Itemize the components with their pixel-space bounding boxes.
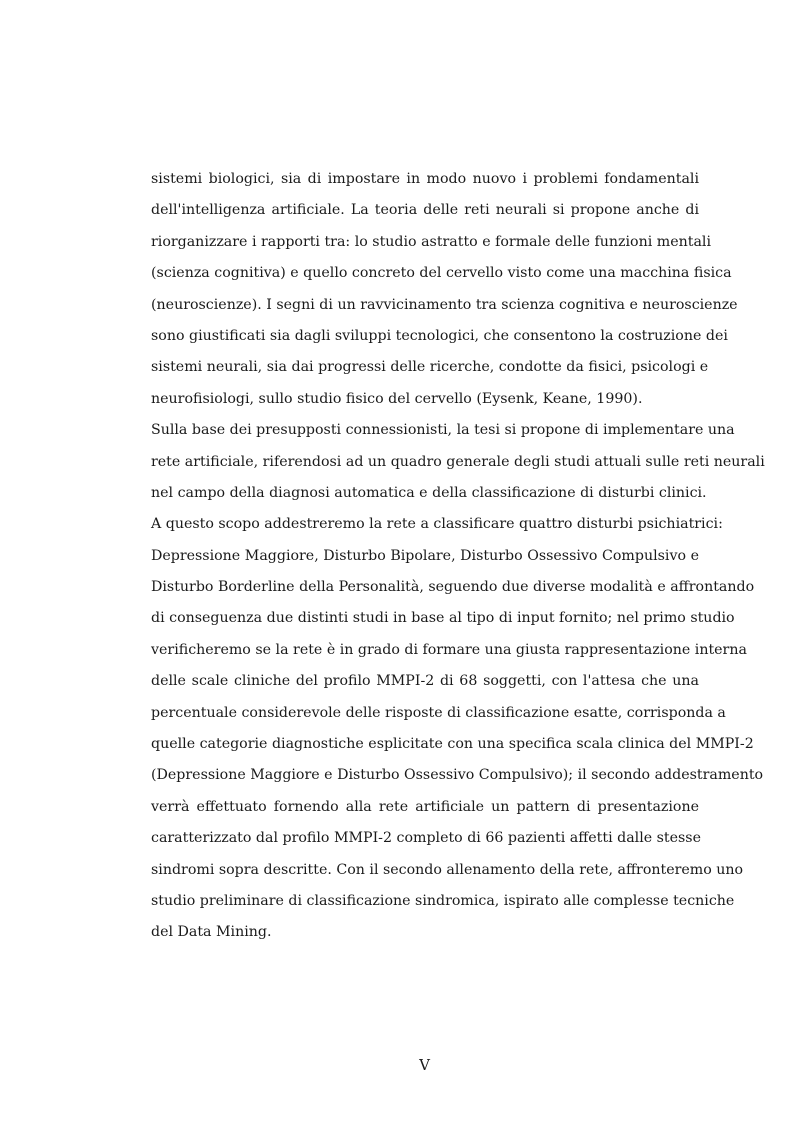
text-line: A questo scopo addestreremo la rete a classificare quattro disturbi psichiatrici: [151,516,723,533]
text-line: caratterizzato dal profilo MMPI-2 completo di 66 pazienti affetti dalle stesse [151,830,701,847]
text-line: percentuale considerevole delle risposte di classificazione esatte, corrisponda a [151,704,726,721]
text-line: (Depressione Maggiore e Disturbo Ossessivo Compulsivo); il secondo addestramento [151,767,764,784]
text-line: studio preliminare di classificazione sindromica, ispirato alle complesse tecniche [151,892,735,909]
text-line: sistemi neurali, sia dai progressi delle ricerche, condotte da fisici, psicologi e [151,359,709,376]
text-line: verificheremo se la rete è in grado di formare una giusta rappresentazione interna [151,641,747,658]
text-line: sistemi biologici, sia di impostare in modo nuovo i problemi fondamentali [151,171,699,187]
text-line: quelle categorie diagnostiche esplicitate con una specifica scala clinica del MMPI-2 [151,736,754,753]
text-line: di conseguenza due distinti studi in base al tipo di input fornito; nel primo studio [151,610,735,627]
text-line: del Data Mining. [151,924,272,941]
text-line: rete artificiale, riferendosi ad un quadro generale degli studi attuali sulle reti neurali [151,453,765,470]
page-number [0,1054,793,1076]
text-line: sono giustificati sia dagli sviluppi tecnologici, che consentono la costruzione dei [151,327,728,344]
text-line: (scienza cognitiva) e quello concreto del cervello visto come una macchina fisica [151,265,732,282]
text-line: (neuroscienze). I segni di un ravvicinamento tra scienza cognitiva e neuroscienze [151,296,738,313]
text-line: Depressione Maggiore, Disturbo Bipolare, Disturbo Ossessivo Compulsivo e [151,547,699,564]
text-line: nel campo della diagnosi automatica e della classificazione di disturbi clinici. [151,484,707,501]
body-text [151,164,765,949]
text-line: dell'intelligenza artificiale. La teoria delle reti neurali si propone anche di [151,202,699,219]
page-number-label: V [419,1056,430,1074]
text-line: Sulla base dei presupposti connessionisti, la tesi si propone di implementare una [151,422,735,439]
text-line: sindromi sopra descritte. Con il secondo allenamento della rete, affronteremo uno [151,861,744,878]
text-line: verrà effettuato fornendo alla rete artificiale un pattern di presentazione [151,798,699,815]
text-line: riorganizzare i rapporti tra: lo studio astratto e formale delle funzioni mentali [151,233,712,250]
text-line: neurofisiologi, sullo studio fisico del cervello (Eysenk, Keane, 1990). [151,390,643,407]
text-line: delle scale cliniche del profilo MMPI-2 di 68 soggetti, con l'attesa che una [151,673,699,690]
text-line: Disturbo Borderline della Personalità, seguendo due diverse modalità e affrontando [151,579,755,596]
